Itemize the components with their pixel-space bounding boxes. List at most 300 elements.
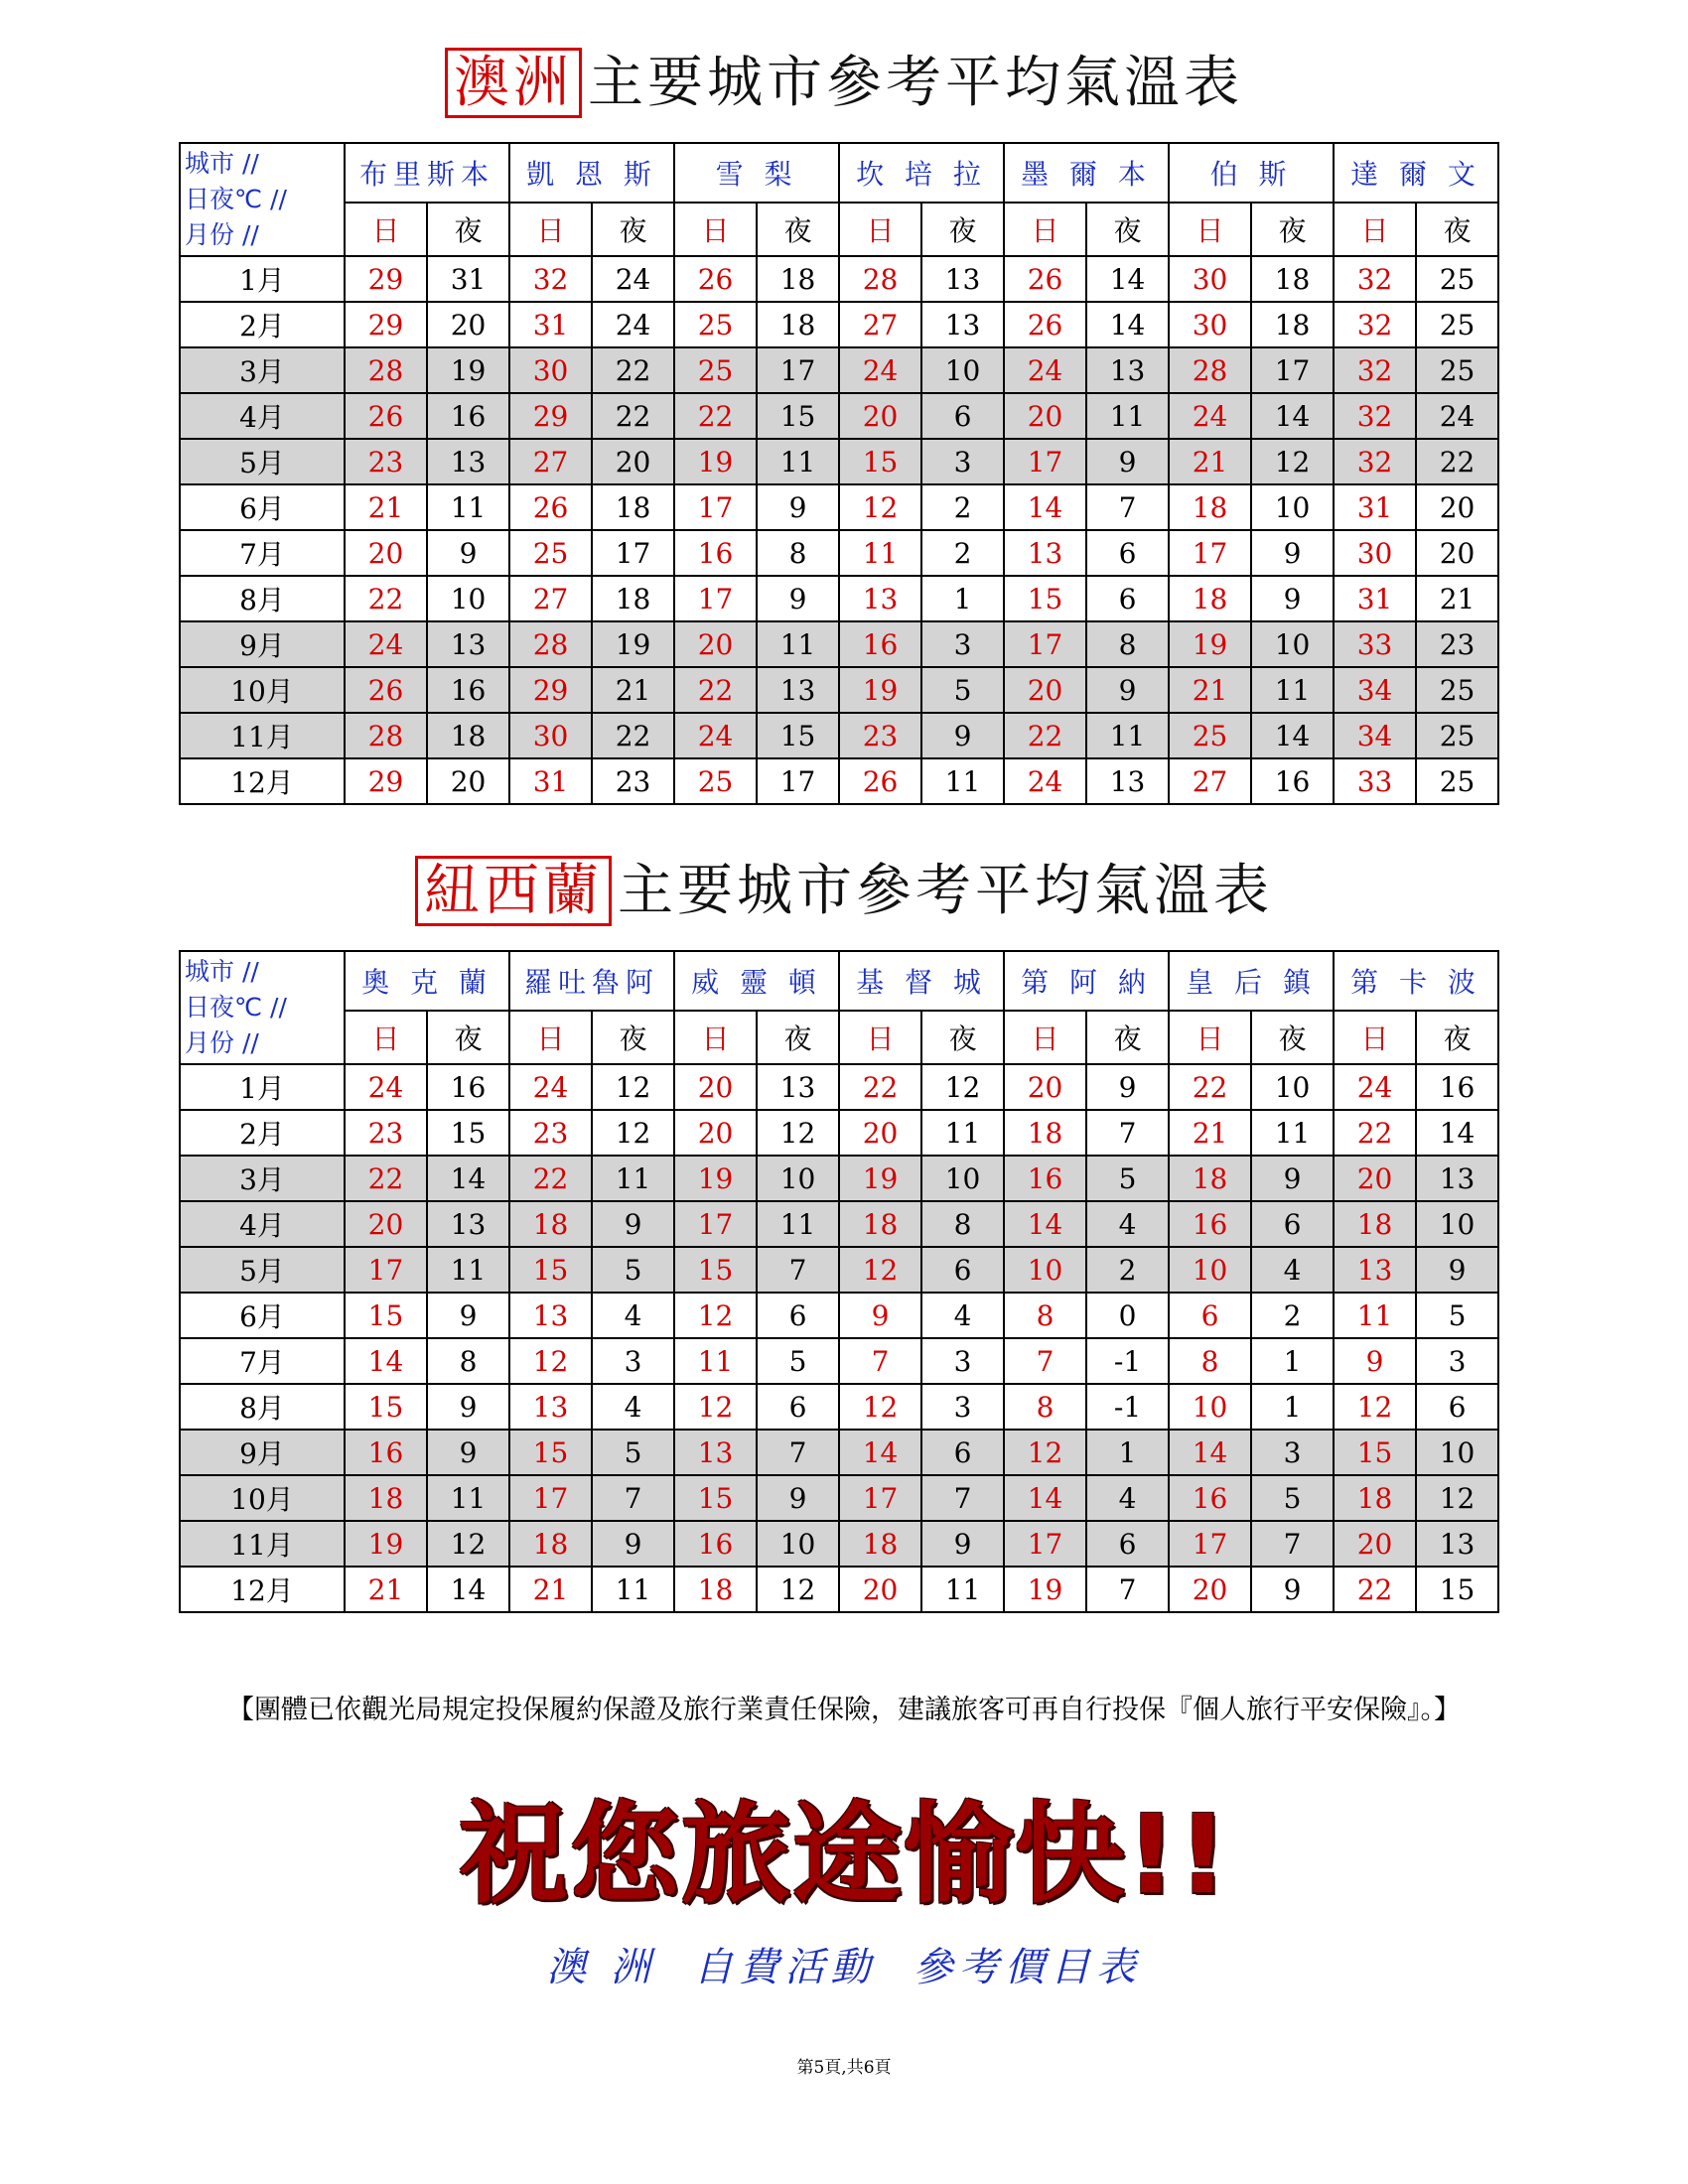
city-name-cell: 威 靈 頓 bbox=[674, 951, 839, 1011]
australia-title-country: 澳洲 bbox=[445, 48, 582, 118]
night-temperature-cell: 5 bbox=[921, 667, 1004, 713]
night-temperature-cell: 14 bbox=[1416, 1110, 1498, 1156]
night-temperature-cell: 1 bbox=[921, 576, 1004, 621]
day-temperature-cell: 9 bbox=[839, 1293, 921, 1338]
night-temperature-cell: 13 bbox=[1086, 347, 1169, 393]
day-temperature-cell: 17 bbox=[1169, 1521, 1251, 1567]
month-cell: 10月 bbox=[180, 1475, 345, 1521]
month-cell: 12月 bbox=[180, 1567, 345, 1612]
day-temperature-cell: 32 bbox=[1334, 302, 1416, 347]
night-temperature-cell: 9 bbox=[427, 1430, 509, 1475]
table-row bbox=[180, 302, 1498, 347]
night-temperature-cell: 1 bbox=[1251, 1384, 1334, 1430]
night-temperature-cell: 17 bbox=[592, 530, 674, 576]
page-number: 第5頁,共6頁 bbox=[796, 2058, 892, 2078]
day-temperature-cell: 14 bbox=[1169, 1430, 1251, 1475]
day-temperature-cell: 32 bbox=[1334, 393, 1416, 439]
night-temperature-cell: 14 bbox=[427, 1567, 509, 1612]
night-temperature-cell: 25 bbox=[1416, 347, 1498, 393]
day-temperature-cell: 15 bbox=[509, 1247, 592, 1293]
day-temperature-cell: 19 bbox=[839, 667, 921, 713]
day-temperature-cell: 11 bbox=[1334, 1293, 1416, 1338]
australia-title bbox=[0, 52, 1688, 115]
month-cell: 9月 bbox=[180, 621, 345, 667]
city-header-row bbox=[180, 951, 1498, 1011]
night-temperature-cell: 18 bbox=[757, 256, 839, 302]
day-temperature-cell: 14 bbox=[1004, 1475, 1086, 1521]
night-temperature-cell: 11 bbox=[757, 1201, 839, 1247]
night-temperature-cell: 3 bbox=[1416, 1338, 1498, 1384]
day-temperature-cell: 26 bbox=[1004, 302, 1086, 347]
night-temperature-cell: 9 bbox=[921, 1521, 1004, 1567]
day-temperature-cell: 15 bbox=[674, 1475, 757, 1521]
day-label-cell: 日 bbox=[839, 1011, 921, 1064]
night-temperature-cell: 6 bbox=[921, 1430, 1004, 1475]
day-temperature-cell: 25 bbox=[674, 758, 757, 804]
night-temperature-cell: 18 bbox=[427, 713, 509, 758]
day-temperature-cell: 13 bbox=[509, 1293, 592, 1338]
night-temperature-cell: 20 bbox=[427, 758, 509, 804]
corner-header-line: 城市 // bbox=[185, 149, 259, 178]
day-temperature-cell: 18 bbox=[1169, 484, 1251, 530]
day-label-cell: 日 bbox=[1169, 203, 1251, 256]
night-temperature-cell: 6 bbox=[921, 393, 1004, 439]
day-temperature-cell: 15 bbox=[345, 1384, 427, 1430]
day-temperature-cell: 20 bbox=[674, 621, 757, 667]
month-cell: 2月 bbox=[180, 1110, 345, 1156]
city-name-cell: 皇 后 鎮 bbox=[1169, 951, 1334, 1011]
day-temperature-cell: 26 bbox=[674, 256, 757, 302]
night-temperature-cell: 11 bbox=[921, 758, 1004, 804]
month-cell: 8月 bbox=[180, 576, 345, 621]
month-cell: 11月 bbox=[180, 713, 345, 758]
table-row bbox=[180, 1201, 1498, 1247]
month-cell: 3月 bbox=[180, 1156, 345, 1201]
night-temperature-cell: -1 bbox=[1086, 1384, 1169, 1430]
day-temperature-cell: 13 bbox=[839, 576, 921, 621]
night-temperature-cell: 10 bbox=[921, 1156, 1004, 1201]
day-temperature-cell: 21 bbox=[345, 1567, 427, 1612]
night-label-cell: 夜 bbox=[1251, 203, 1334, 256]
night-temperature-cell: 19 bbox=[592, 621, 674, 667]
night-label-cell: 夜 bbox=[1086, 203, 1169, 256]
night-temperature-cell: 8 bbox=[921, 1201, 1004, 1247]
night-temperature-cell: 11 bbox=[427, 484, 509, 530]
table-row bbox=[180, 1293, 1498, 1338]
night-temperature-cell: 2 bbox=[1086, 1247, 1169, 1293]
month-cell: 4月 bbox=[180, 393, 345, 439]
day-temperature-cell: 20 bbox=[1004, 393, 1086, 439]
corner-header-cell bbox=[180, 951, 345, 1064]
day-label-cell: 日 bbox=[1334, 1011, 1416, 1064]
table-row bbox=[180, 1110, 1498, 1156]
night-temperature-cell: 12 bbox=[592, 1064, 674, 1110]
month-cell: 11月 bbox=[180, 1521, 345, 1567]
table-row bbox=[180, 256, 1498, 302]
day-temperature-cell: 18 bbox=[839, 1201, 921, 1247]
new-zealand-title-rest: 主要城市參考平均氣溫表 bbox=[618, 859, 1273, 923]
day-temperature-cell: 12 bbox=[839, 484, 921, 530]
day-temperature-cell: 24 bbox=[345, 621, 427, 667]
day-temperature-cell: 23 bbox=[509, 1110, 592, 1156]
corner-header-line: 月份 // bbox=[185, 1028, 259, 1057]
month-cell: 5月 bbox=[180, 1247, 345, 1293]
night-temperature-cell: 17 bbox=[757, 347, 839, 393]
night-temperature-cell: 9 bbox=[1251, 576, 1334, 621]
day-temperature-cell: 20 bbox=[345, 1201, 427, 1247]
month-cell: 3月 bbox=[180, 347, 345, 393]
day-label-cell: 日 bbox=[509, 203, 592, 256]
day-temperature-cell: 16 bbox=[839, 621, 921, 667]
night-temperature-cell: 19 bbox=[427, 347, 509, 393]
table-row bbox=[180, 530, 1498, 576]
day-temperature-cell: 16 bbox=[674, 1521, 757, 1567]
day-temperature-cell: 14 bbox=[839, 1430, 921, 1475]
day-temperature-cell: 22 bbox=[674, 667, 757, 713]
day-temperature-cell: 20 bbox=[1334, 1156, 1416, 1201]
night-temperature-cell: 9 bbox=[427, 1293, 509, 1338]
day-temperature-cell: 24 bbox=[674, 713, 757, 758]
day-temperature-cell: 20 bbox=[839, 393, 921, 439]
night-temperature-cell: 31 bbox=[427, 256, 509, 302]
night-temperature-cell: 13 bbox=[921, 302, 1004, 347]
day-temperature-cell: 20 bbox=[1004, 667, 1086, 713]
day-temperature-cell: 27 bbox=[839, 302, 921, 347]
optional-activities-heading: 澳 洲 自費活動 參考價目表 bbox=[546, 1945, 1142, 1990]
table-row bbox=[180, 1156, 1498, 1201]
night-temperature-cell: 21 bbox=[592, 667, 674, 713]
day-temperature-cell: 9 bbox=[1334, 1338, 1416, 1384]
day-temperature-cell: 15 bbox=[509, 1430, 592, 1475]
night-temperature-cell: 11 bbox=[592, 1567, 674, 1612]
night-label-cell: 夜 bbox=[1086, 1011, 1169, 1064]
day-temperature-cell: 29 bbox=[509, 667, 592, 713]
day-temperature-cell: 30 bbox=[1169, 302, 1251, 347]
day-temperature-cell: 18 bbox=[1169, 1156, 1251, 1201]
night-temperature-cell: 15 bbox=[757, 393, 839, 439]
night-temperature-cell: 6 bbox=[921, 1247, 1004, 1293]
day-temperature-cell: 23 bbox=[345, 439, 427, 484]
day-temperature-cell: 31 bbox=[1334, 576, 1416, 621]
city-name-cell: 布里斯本 bbox=[345, 143, 509, 203]
day-temperature-cell: 15 bbox=[345, 1293, 427, 1338]
night-temperature-cell: 9 bbox=[1251, 1156, 1334, 1201]
night-temperature-cell: 13 bbox=[427, 1201, 509, 1247]
night-temperature-cell: 12 bbox=[1251, 439, 1334, 484]
month-cell: 6月 bbox=[180, 1293, 345, 1338]
day-temperature-cell: 16 bbox=[674, 530, 757, 576]
night-temperature-cell: 1 bbox=[1086, 1430, 1169, 1475]
night-label-cell: 夜 bbox=[1416, 203, 1498, 256]
city-name-cell: 坎 培 拉 bbox=[839, 143, 1004, 203]
month-cell: 5月 bbox=[180, 439, 345, 484]
day-temperature-cell: 32 bbox=[1334, 256, 1416, 302]
night-temperature-cell: 22 bbox=[592, 347, 674, 393]
day-temperature-cell: 17 bbox=[674, 484, 757, 530]
day-temperature-cell: 26 bbox=[1004, 256, 1086, 302]
day-temperature-cell: 24 bbox=[1004, 347, 1086, 393]
day-temperature-cell: 12 bbox=[1334, 1384, 1416, 1430]
night-temperature-cell: 9 bbox=[427, 530, 509, 576]
day-temperature-cell: 21 bbox=[345, 484, 427, 530]
night-temperature-cell: 7 bbox=[592, 1475, 674, 1521]
night-temperature-cell: 11 bbox=[427, 1475, 509, 1521]
day-temperature-cell: 17 bbox=[1004, 1521, 1086, 1567]
night-temperature-cell: 13 bbox=[427, 439, 509, 484]
day-temperature-cell: 19 bbox=[1004, 1567, 1086, 1612]
day-temperature-cell: 26 bbox=[509, 484, 592, 530]
night-label-cell: 夜 bbox=[757, 203, 839, 256]
city-name-cell: 伯 斯 bbox=[1169, 143, 1334, 203]
night-temperature-cell: 12 bbox=[757, 1110, 839, 1156]
month-cell: 1月 bbox=[180, 256, 345, 302]
night-temperature-cell: 9 bbox=[757, 1475, 839, 1521]
night-temperature-cell: 7 bbox=[1086, 1110, 1169, 1156]
day-temperature-cell: 27 bbox=[1169, 758, 1251, 804]
night-temperature-cell: 4 bbox=[921, 1293, 1004, 1338]
day-label-cell: 日 bbox=[509, 1011, 592, 1064]
table-row bbox=[180, 1064, 1498, 1110]
day-temperature-cell: 32 bbox=[509, 256, 592, 302]
table-row bbox=[180, 1338, 1498, 1384]
table-row bbox=[180, 667, 1498, 713]
city-name-cell: 雪 梨 bbox=[674, 143, 839, 203]
day-temperature-cell: 17 bbox=[509, 1475, 592, 1521]
night-temperature-cell: 3 bbox=[921, 439, 1004, 484]
night-temperature-cell: 11 bbox=[1251, 667, 1334, 713]
day-temperature-cell: 22 bbox=[1334, 1567, 1416, 1612]
day-temperature-cell: 20 bbox=[674, 1110, 757, 1156]
city-name-cell: 羅吐魯阿 bbox=[509, 951, 674, 1011]
night-temperature-cell: 16 bbox=[1251, 758, 1334, 804]
day-temperature-cell: 32 bbox=[1334, 347, 1416, 393]
australia-temperature-table bbox=[179, 142, 1499, 805]
night-temperature-cell: 11 bbox=[1086, 393, 1169, 439]
day-temperature-cell: 15 bbox=[1004, 576, 1086, 621]
day-temperature-cell: 19 bbox=[345, 1521, 427, 1567]
night-temperature-cell: 4 bbox=[592, 1384, 674, 1430]
day-temperature-cell: 7 bbox=[1004, 1338, 1086, 1384]
day-temperature-cell: 22 bbox=[1334, 1110, 1416, 1156]
day-temperature-cell: 23 bbox=[839, 713, 921, 758]
night-temperature-cell: 9 bbox=[592, 1521, 674, 1567]
day-label-cell: 日 bbox=[345, 1011, 427, 1064]
day-temperature-cell: 18 bbox=[509, 1521, 592, 1567]
day-temperature-cell: 8 bbox=[1004, 1293, 1086, 1338]
day-temperature-cell: 20 bbox=[839, 1567, 921, 1612]
night-temperature-cell: 17 bbox=[1251, 347, 1334, 393]
table-row bbox=[180, 1247, 1498, 1293]
table-row bbox=[180, 1384, 1498, 1430]
month-cell: 12月 bbox=[180, 758, 345, 804]
night-temperature-cell: 7 bbox=[921, 1475, 1004, 1521]
night-temperature-cell: 2 bbox=[1251, 1293, 1334, 1338]
day-temperature-cell: 13 bbox=[1004, 530, 1086, 576]
night-temperature-cell: 0 bbox=[1086, 1293, 1169, 1338]
night-temperature-cell: 2 bbox=[921, 530, 1004, 576]
day-temperature-cell: 22 bbox=[1004, 713, 1086, 758]
day-temperature-cell: 20 bbox=[674, 1064, 757, 1110]
day-night-header-row bbox=[180, 203, 1498, 256]
corner-header-line: 日夜℃ // bbox=[185, 185, 287, 213]
night-temperature-cell: 16 bbox=[1416, 1064, 1498, 1110]
city-name-cell: 凱 恩 斯 bbox=[509, 143, 674, 203]
month-cell: 4月 bbox=[180, 1201, 345, 1247]
day-temperature-cell: 19 bbox=[674, 439, 757, 484]
day-temperature-cell: 28 bbox=[345, 713, 427, 758]
month-cell: 8月 bbox=[180, 1384, 345, 1430]
day-temperature-cell: 29 bbox=[345, 758, 427, 804]
night-temperature-cell: 6 bbox=[757, 1384, 839, 1430]
day-temperature-cell: 14 bbox=[1004, 484, 1086, 530]
day-temperature-cell: 17 bbox=[1004, 439, 1086, 484]
night-temperature-cell: 5 bbox=[592, 1430, 674, 1475]
night-temperature-cell: 25 bbox=[1416, 667, 1498, 713]
night-temperature-cell: 12 bbox=[592, 1110, 674, 1156]
day-temperature-cell: 11 bbox=[674, 1338, 757, 1384]
night-label-cell: 夜 bbox=[921, 203, 1004, 256]
night-temperature-cell: 6 bbox=[1086, 530, 1169, 576]
night-temperature-cell: 16 bbox=[427, 667, 509, 713]
night-temperature-cell: 9 bbox=[921, 713, 1004, 758]
table-row bbox=[180, 347, 1498, 393]
day-temperature-cell: 33 bbox=[1334, 758, 1416, 804]
night-temperature-cell: 12 bbox=[921, 1064, 1004, 1110]
night-temperature-cell: 16 bbox=[427, 393, 509, 439]
day-temperature-cell: 30 bbox=[1334, 530, 1416, 576]
night-temperature-cell: 3 bbox=[921, 621, 1004, 667]
night-temperature-cell: 25 bbox=[1416, 302, 1498, 347]
night-temperature-cell: 24 bbox=[592, 256, 674, 302]
day-temperature-cell: 18 bbox=[1334, 1475, 1416, 1521]
night-temperature-cell: 5 bbox=[592, 1247, 674, 1293]
day-temperature-cell: 12 bbox=[839, 1384, 921, 1430]
night-temperature-cell: 16 bbox=[427, 1064, 509, 1110]
day-temperature-cell: 15 bbox=[839, 439, 921, 484]
night-temperature-cell: 12 bbox=[1416, 1475, 1498, 1521]
day-temperature-cell: 16 bbox=[345, 1430, 427, 1475]
day-temperature-cell: 12 bbox=[1004, 1430, 1086, 1475]
day-temperature-cell: 28 bbox=[1169, 347, 1251, 393]
night-temperature-cell: 9 bbox=[427, 1384, 509, 1430]
day-temperature-cell: 13 bbox=[674, 1430, 757, 1475]
day-temperature-cell: 15 bbox=[1334, 1430, 1416, 1475]
day-temperature-cell: 27 bbox=[509, 576, 592, 621]
night-temperature-cell: 7 bbox=[757, 1247, 839, 1293]
insurance-notice: 【團體已依觀光局規定投保履約保證及旅行業責任保險，建議旅客可再自行投保『個人旅行平安保險』。】 bbox=[227, 1695, 1461, 1725]
day-temperature-cell: 12 bbox=[839, 1247, 921, 1293]
month-cell: 2月 bbox=[180, 302, 345, 347]
corner-header-cell bbox=[180, 143, 345, 256]
night-temperature-cell: 10 bbox=[1251, 484, 1334, 530]
night-temperature-cell: 10 bbox=[921, 347, 1004, 393]
day-temperature-cell: 18 bbox=[839, 1521, 921, 1567]
city-name-cell: 奧 克 蘭 bbox=[345, 951, 509, 1011]
day-temperature-cell: 26 bbox=[345, 667, 427, 713]
day-label-cell: 日 bbox=[674, 1011, 757, 1064]
night-temperature-cell: 21 bbox=[1416, 576, 1498, 621]
day-temperature-cell: 23 bbox=[345, 1110, 427, 1156]
day-temperature-cell: 16 bbox=[1169, 1201, 1251, 1247]
day-temperature-cell: 16 bbox=[1169, 1475, 1251, 1521]
day-temperature-cell: 12 bbox=[509, 1338, 592, 1384]
night-temperature-cell: 7 bbox=[757, 1430, 839, 1475]
day-temperature-cell: 18 bbox=[1334, 1201, 1416, 1247]
day-label-cell: 日 bbox=[1334, 203, 1416, 256]
night-temperature-cell: 18 bbox=[1251, 256, 1334, 302]
day-temperature-cell: 16 bbox=[1004, 1156, 1086, 1201]
day-temperature-cell: 25 bbox=[674, 302, 757, 347]
night-temperature-cell: 10 bbox=[757, 1156, 839, 1201]
night-temperature-cell: 3 bbox=[921, 1384, 1004, 1430]
day-temperature-cell: 33 bbox=[1334, 621, 1416, 667]
month-cell: 7月 bbox=[180, 1338, 345, 1384]
table-row bbox=[180, 484, 1498, 530]
day-label-cell: 日 bbox=[345, 203, 427, 256]
day-temperature-cell: 34 bbox=[1334, 713, 1416, 758]
city-header-row bbox=[180, 143, 1498, 203]
night-temperature-cell: 4 bbox=[1086, 1475, 1169, 1521]
table-row bbox=[180, 758, 1498, 804]
day-temperature-cell: 22 bbox=[345, 1156, 427, 1201]
day-temperature-cell: 13 bbox=[1334, 1247, 1416, 1293]
new-zealand-title-country: 紐西蘭 bbox=[415, 856, 612, 926]
night-temperature-cell: 18 bbox=[757, 302, 839, 347]
day-temperature-cell: 18 bbox=[674, 1567, 757, 1612]
day-temperature-cell: 34 bbox=[1334, 667, 1416, 713]
day-temperature-cell: 20 bbox=[1169, 1567, 1251, 1612]
night-temperature-cell: 1 bbox=[1251, 1338, 1334, 1384]
night-temperature-cell: 9 bbox=[1251, 1567, 1334, 1612]
day-temperature-cell: 17 bbox=[839, 1475, 921, 1521]
night-temperature-cell: 5 bbox=[1251, 1475, 1334, 1521]
night-temperature-cell: 3 bbox=[592, 1338, 674, 1384]
night-temperature-cell: 4 bbox=[592, 1293, 674, 1338]
day-temperature-cell: 10 bbox=[1169, 1384, 1251, 1430]
night-temperature-cell: 13 bbox=[1416, 1521, 1498, 1567]
night-temperature-cell: 18 bbox=[592, 484, 674, 530]
night-temperature-cell: 20 bbox=[592, 439, 674, 484]
night-temperature-cell: 10 bbox=[1251, 1064, 1334, 1110]
night-temperature-cell: 5 bbox=[1086, 1156, 1169, 1201]
city-name-cell: 達 爾 文 bbox=[1334, 143, 1498, 203]
day-temperature-cell: 29 bbox=[345, 302, 427, 347]
table-row bbox=[180, 439, 1498, 484]
night-temperature-cell: 5 bbox=[1416, 1293, 1498, 1338]
day-temperature-cell: 24 bbox=[839, 347, 921, 393]
night-temperature-cell: 6 bbox=[1251, 1201, 1334, 1247]
day-temperature-cell: 13 bbox=[509, 1384, 592, 1430]
night-temperature-cell: 22 bbox=[592, 393, 674, 439]
new-zealand-title bbox=[0, 860, 1688, 923]
day-temperature-cell: 21 bbox=[1169, 439, 1251, 484]
day-temperature-cell: 30 bbox=[1169, 256, 1251, 302]
day-temperature-cell: 6 bbox=[1169, 1293, 1251, 1338]
night-label-cell: 夜 bbox=[427, 1011, 509, 1064]
table-row bbox=[180, 1567, 1498, 1612]
day-label-cell: 日 bbox=[1004, 1011, 1086, 1064]
day-temperature-cell: 31 bbox=[1334, 484, 1416, 530]
day-temperature-cell: 30 bbox=[509, 713, 592, 758]
day-temperature-cell: 18 bbox=[1004, 1110, 1086, 1156]
night-temperature-cell: 12 bbox=[427, 1521, 509, 1567]
night-temperature-cell: 5 bbox=[757, 1338, 839, 1384]
day-temperature-cell: 17 bbox=[345, 1247, 427, 1293]
night-label-cell: 夜 bbox=[757, 1011, 839, 1064]
day-temperature-cell: 12 bbox=[674, 1293, 757, 1338]
day-temperature-cell: 26 bbox=[345, 393, 427, 439]
night-temperature-cell: 13 bbox=[427, 621, 509, 667]
